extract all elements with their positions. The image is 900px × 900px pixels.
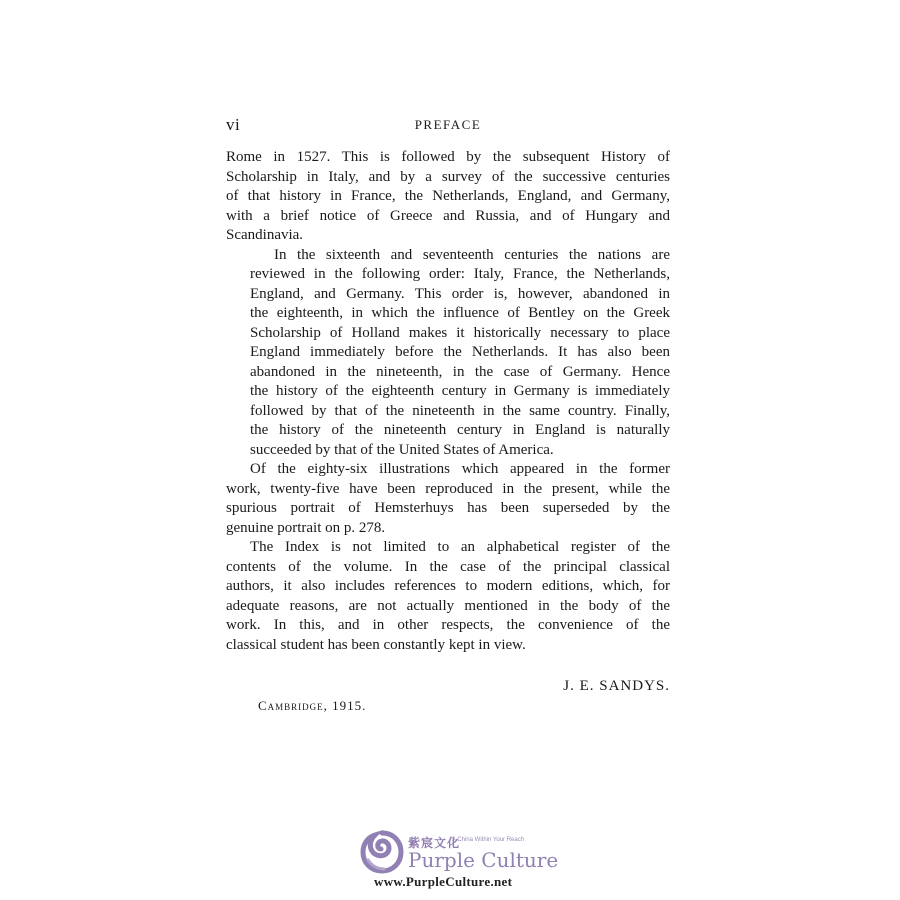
text-line: The Index is not limited to an alphabetical register of the [250, 539, 670, 555]
text-line: the eighteenth, in which the influence of Bentley on the Greek [250, 305, 670, 321]
purple-culture-logo-icon [360, 830, 404, 874]
text-line: Of the eighty-six illustrations which appeared in the former [250, 461, 670, 477]
text-line: the history of the nineteenth century in England is naturally [250, 422, 670, 438]
paragraph-1 [226, 148, 670, 246]
paragraph-2 [226, 246, 670, 461]
text-line: followed by that of the nineteenth in the same country. Finally, [250, 402, 670, 419]
watermark-chinese-name: 紫宸文化 [408, 836, 461, 850]
text-line: contents of the volume. In the case of the principal classical [226, 558, 670, 575]
purple-culture-watermark [360, 830, 560, 892]
running-title: PREFACE [414, 117, 482, 132]
text-line: abandoned in the nineteenth, in the case of Germany. Hence [250, 363, 670, 380]
author-signature: J. E. SANDYS. [563, 678, 670, 694]
text-line: England immediately before the Netherlands. It has also been [250, 344, 670, 360]
text-line: Scandinavia. [226, 227, 304, 243]
text-line: classical student has been constantly kept in view. [226, 636, 526, 653]
text-line: England, and Germany. This order is, however, abandoned in [250, 285, 670, 302]
text-line: Rome in 1527. This is followed by the subsequent History of [226, 149, 670, 165]
text-line: authors, it also includes references to modern editions, which, for [226, 578, 670, 594]
text-line: adequate reasons, are not actually mentioned in the body of the [226, 597, 670, 614]
paragraph-4 [226, 538, 670, 655]
running-head [226, 115, 670, 135]
text-line: work, twenty-five have been reproduced in the present, while the [226, 480, 670, 497]
watermark-url: www.PurpleCulture.net [374, 874, 513, 889]
text-line: genuine portrait on p. 278. [226, 519, 386, 536]
text-line: succeeded by that of the United States of America. [250, 441, 554, 458]
page-number: vi [226, 115, 241, 134]
text-line: Scholarship of Holland makes it historically necessary to place [250, 324, 670, 341]
text-line: In the sixteenth and seventeenth centuries the nations are [274, 246, 670, 263]
text-line: reviewed in the following order: Italy, France, the Netherlands, [250, 266, 670, 282]
text-line: the history of the eighteenth century in Germany is immediately [250, 383, 670, 399]
watermark-brand: Purple Culture [408, 848, 559, 872]
place-date: Cambridge, 1915. [258, 698, 367, 713]
paragraph-3 [226, 460, 670, 538]
text-line: Scholarship in Italy, and by a survey of the successive centuries [226, 168, 670, 185]
text-line: spurious portrait of Hemsterhuys has been superseded by the [226, 500, 670, 516]
watermark-tagline: A China Within Your Reach [452, 837, 525, 843]
text-line: of that history in France, the Netherlands, England, and Germany, [226, 188, 670, 204]
text-line: work. In this, and in other respects, the convenience of the [226, 617, 670, 633]
text-line: with a brief notice of Greece and Russia, and of Hungary and [226, 207, 670, 224]
preface-body [226, 148, 670, 655]
